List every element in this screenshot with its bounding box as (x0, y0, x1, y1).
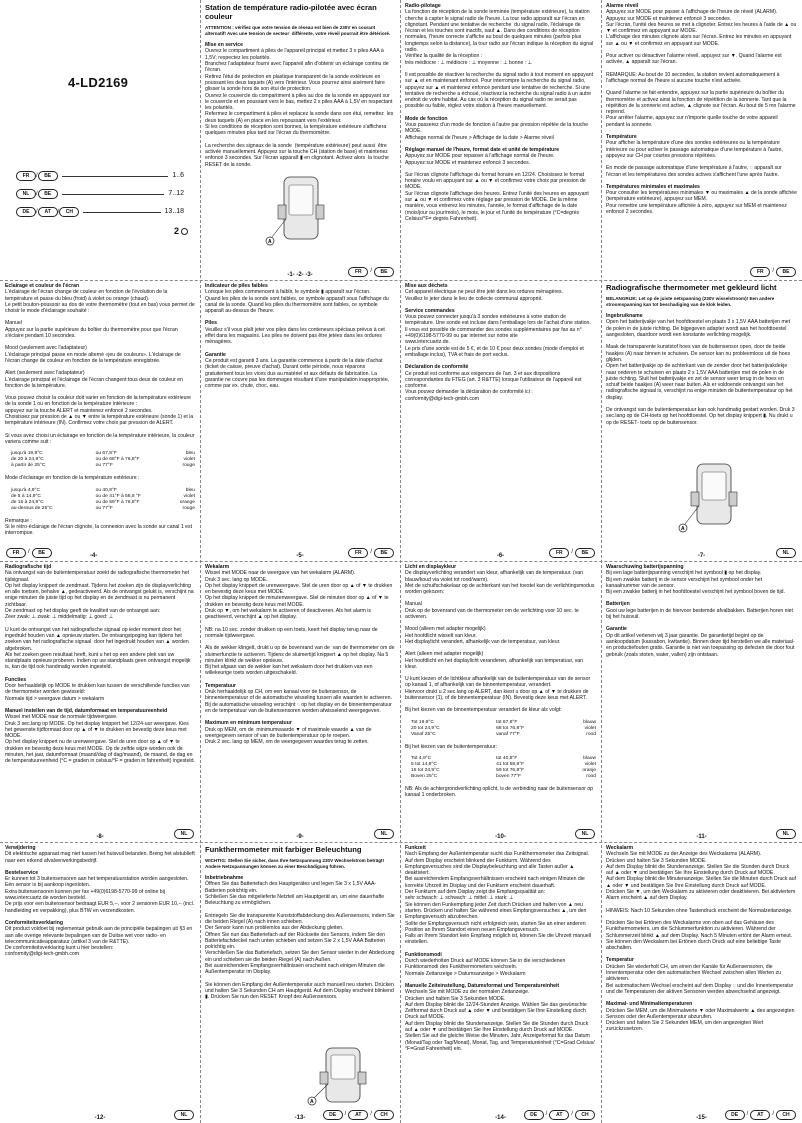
table-cell: de 20 à 24,9°C (11, 457, 44, 463)
lang-badges: FR / BE (348, 267, 394, 277)
table-cell: rood (586, 731, 596, 737)
body-paragraph: Pour consulter les températures minimales ▼ ou maximales ▲ de la sonde affichée (température extérieure), appuyez sur MEM. Pour remettre une température affichée à zéro, appuyez sur MEM et maintenez enfoncé 2 secondes. (606, 190, 797, 216)
page-number: -1- -2- -3- (287, 271, 313, 278)
section-heading: Température (606, 134, 637, 141)
note-text: NB: Als de achtergrondverlichting oplicht, is de verbinding naar de buitensensor op kanaal 1 onderbroken. (405, 785, 595, 799)
lang-badge: NL (575, 829, 595, 839)
section-heading: Funkzeit (405, 845, 426, 851)
table-cell: au-dessus de 25°C (11, 505, 53, 511)
lang-badge: DE (524, 1110, 544, 1120)
page-number: -15- (696, 1114, 707, 1121)
page-14 (400, 842, 601, 1123)
lang-badge: NL (174, 1110, 194, 1120)
table-cell: de 5 à 14,9°C (11, 493, 41, 499)
body-paragraph: Veuillez s'il vous plaît jeter vos piles dans les conteneurs spéciaux prévus à cet effet dans les magasins. Les piles ne doivent pas être jetées dans les ordures ménagères. (205, 326, 387, 346)
section-heading: Inbetriebnahme (205, 875, 244, 882)
lang-badge: DE (323, 1110, 343, 1120)
page-number: -6- (496, 552, 505, 559)
cover-page (0, 0, 200, 280)
section-heading: Funktionsmodi (405, 951, 442, 958)
lang-badge: AT (38, 207, 58, 217)
page-10 (400, 561, 601, 842)
lang-badge: NL (776, 548, 796, 558)
table-cell: oranje (582, 767, 596, 773)
table-cell: ou 77°F (95, 463, 113, 469)
table-cell: 68 tot 76,8°F (496, 725, 525, 731)
body-paragraph: Appuyez sur MODE pour repasser à l'affichage normal de l'heure. Appuyez sur MODE et maintenez enfoncé 3 secondes. (405, 153, 555, 166)
body-paragraph: Drücken Sie MEM, um die Minimalwerte ▼ oder Maximalwerte ▲ des angezeigten Sensors oder der Außentemperatur abzurufen. Drücken und halten Sie 2 Sekunden MEM, um den angezeigten Wert zurückzusetzen. (606, 1007, 795, 1033)
page-number: -11- (696, 833, 707, 840)
table-cell: blauw (583, 755, 596, 761)
page-title: Funkthermometer mit farbiger Beleuchtung (205, 845, 362, 854)
page-number: -13- (294, 1114, 306, 1121)
body-paragraph: Wissel met MODE naar de normale tijdweergave. Druk 3 sec.lang op MODE. Op het display knippert het 12/24-uur weergave. Kies het gewenste tijdformaat door op ▲ of ▼ te drukken en bevestig deze keus met MODE. Op het display knippert nu de urenweergave. Stel de uren door op ▲ of ▼ te drukken en bevestig deze keus met MODE. Op de zelfde wijze worden ook de minuten, het jaar, datumformaat (maand/dag of dag/maand), de maand, de dag en de temperatuureenheid (°C = graden in celsius/°F = graden in fahrenheit) ingesteld. (5, 714, 195, 765)
lang-badges: DE / AT / CH (725, 1110, 796, 1120)
note-text: Remarque : Si le rétro-éclairage de l'écran clignote, la connexion avec la sonde sur canal 1 est interrompue. (5, 517, 193, 537)
table-cell: 20 tot 24,9°C (411, 725, 440, 731)
table-cell: rouge (182, 505, 195, 511)
lang-badges (174, 1110, 194, 1120)
page-number: -14- (495, 1114, 506, 1121)
lang-badge: CH (575, 1110, 595, 1120)
body-paragraph: Open het batterijvakje van het hoofdtoestel en plaats 3 x 1,5V AAA batterijen met de polen in de juiste richting. De bijgegeven adapter wordt aan het hoofdtoestel aangesloten, daardoor wordt een konstante verlichting mogelijk. (606, 319, 792, 339)
page-number: -12- (94, 1114, 106, 1121)
page-number: -4- (90, 552, 98, 559)
body-paragraph: HINWEIS: Nach 10 Sekunden ohne Tastendruck erscheint die Normalzeitanzeige. (606, 907, 793, 914)
table-cell: orange (179, 499, 195, 505)
table-cell: 59 tot 76,8°F (496, 767, 525, 773)
section-heading: Licht en displaykleur (405, 564, 457, 570)
body-paragraph: Vous pouvez choisir la couleur doit varier en fonction de la température extérieure de la sonde 1 ou en fonction de la température intérieure : appuyez sur la touche ALERT et maintenez enfoncé 2 secondes. Choisissez par pression de ▲ ou ▼ entre la température extérieure (sonde 1) et la température intérieure (IN). Confirmez votre choix par pression de ALERT. (5, 395, 194, 427)
lang-badge: BE (38, 171, 58, 181)
body-paragraph: Pour afficher la température d'une des sondes extérieures ou la température intérieure ou pour activer le passage automatique d'une température à l'autre, appuyez sur CH par courtes pressions répétées. (606, 140, 785, 159)
body-paragraph: Alert (alleen met adapter mogelijk) Het hoofdlicht en het displaylicht veranderen, afhankelijk van temperatuur, van kleur. (405, 651, 584, 670)
body-paragraph: Il est possible de réactiver la recherche du signal radio à tout moment en appuyant sur ▲ et en maintenant enfoncé. Pour interrompre la recherche du signal radio, appuyez sur ▲ et maintenez enfoncé pendant une tentative de recherche. Si une tentative de recherche a échoué, réactivez la recherche du signal radio à un autre endroit de votre habitat. Au cas où la réception du signal radio ne serait pas possible ou faible, réglez votre station à l'heure manuellement. (405, 71, 595, 110)
body-paragraph: Appuyez sur MODE pour passer à l'affichage de l'heure de réveil (ALARM). Appuyez sur MODE et maintenez enfoncé 3 secondes. Sur l'écran, l'unité des heures se met à clignoter. Entrez les heures à l'aide de ▲ ou ▼ et confirmez en appuyant sur MODE. L'affichage des minutes clignote alors sur l'écran. Entrez les minutes en appuyant sur ▲ ou ▼ et confirmez en appuyant sur MODE. (606, 9, 797, 47)
section-heading: Conformiteitsverklaring (5, 919, 63, 926)
lang-pages: 13..18 (164, 207, 184, 215)
lang-badges: FR / BE (6, 548, 52, 558)
lang-badges (776, 829, 796, 839)
lang-badge: NL (776, 829, 796, 839)
section-heading: Maximal- und Minimaltemperaturen (606, 1001, 693, 1008)
lang-badge: NL (374, 829, 394, 839)
body-paragraph: Pour activer ou désactiver l'alarme réveil, appuyez sur ▼. Quand l'alarme est activée, ▲ apparaît sur l'écran. (606, 53, 784, 66)
section-heading: Températures minimales et maximales (606, 183, 700, 190)
lang-badge: BE (776, 267, 796, 277)
table-cell: Tot 4,9°C (411, 755, 432, 761)
table-cell: 41 tot 58,8°F (496, 761, 525, 767)
lang-pages: 7..12 (168, 189, 184, 197)
body-paragraph: De displayverlichting verandert van kleur, afhankelijk van de temperatuur. (van blauw/koud via violet tot rood/warm). Met de schuifschakelaar op de achterkant van het toestel kan de verlichtingsmodus worden gekozen: (405, 570, 595, 596)
lang-badge: BE (575, 548, 595, 558)
page-number: -10- (495, 833, 506, 840)
section-heading: Indicateur de piles faibles (205, 283, 268, 289)
body-paragraph: Wechseln Sie mit MODE zu der normalen Zeitanzeige. Drücken und halten Sie 3 Sekunden MODE. Auf dem Display blinkt die 12/24-Stunden Anzeige. Wählen Sie das gewünschte Zeitformat durch Druck auf ▲ oder ▼ und bestätigen Sie Ihre Einstellung durch Druck auf MODE. Auf dem Display blinkt die Stundenanzeige. Stellen Sie die Stunden durch Druck auf ▲ oder ▼ und bestätigen Sie Ihre Einstellung durch Druck auf MODE. Stellen Sie auf die gleiche Weise die Minuten, Jahr, Anzeigeformat für das Datum (Monat/Tag oder Tag/Monat), Monat, Tag, und Temperatureinheit (°C=Grad Celsius/°F=Grad Fahrenheit) ein. (405, 989, 595, 1052)
table-cell: Tot 19,9°C (411, 719, 434, 725)
section-heading: Temperatur (606, 957, 634, 964)
body-paragraph: La fonction de réception de la sonde terminée (température extérieure), la station cherche à capter le signal radio de l'heure. La tour radio apparaît sur l'écran en clignotant. Pendant une tentative de recherche du signal radio, l'éclairage de l'écran et les touches sont inactifs, sauf ▲. Dans des conditions de réception normales, l'heure correcte s'affiche au bout de quelques minutes (parfois plus longtemps selon la distance), la tour radio sur l'écran indique la réception du signal radio. Vérifiez la qualité de la réception : très médiocre : ⊥ médiocre : ⊥ moyenne : ⊥ bonne : ⊥ (405, 9, 594, 66)
table-cell: ou de 59°F à 76,8°F (95, 499, 140, 505)
section-heading: Mode de fonction (405, 115, 448, 122)
lang-badge: DE (725, 1110, 745, 1120)
body-paragraph: Mood (alleen met adapter mogelijk) Het hoofdlicht wisselt van kleur. Het displaylicht verandert, afhankelijk van de temperatuur, van kleur. (405, 626, 561, 645)
table-cell: 15 tot 24,9°C (411, 767, 440, 773)
section-heading: Alarme réveil (606, 3, 639, 9)
section-heading: Bestelservice (5, 869, 39, 876)
section-heading: Weckalarm (606, 845, 634, 851)
body-paragraph: Er kunnen tot 3 buitensensoren aan het temperatuurstation worden aangesloten. Eén sensor is bij aankoop ingesloten. Extra buitensensoren kunnen per fax +49(0)6198-5770-99 of online bij www.intercuartz.de worden besteld. De prijs voor een buitensensor bedraagt EUR 5,--, voor 2 sensoren EUR 10,-- (incl. handleiding en verpakking), plus BTW en verzendkosten. (5, 876, 195, 914)
color-table-indoor (411, 720, 596, 738)
table-cell: ou 77°F (95, 505, 113, 511)
lang-badge: CH (59, 207, 79, 217)
sensor-illustration (258, 175, 344, 259)
page-8 (0, 561, 200, 842)
table-cell: Boven 25°C (411, 773, 438, 779)
body-paragraph: Druk herhaaldelijk op CH, om een kanaal voor de buitensensor, de binnentemperatuur of de automatische wisseling tussen alle waarden te activeren. Bij de automatische wisseling verschijnt ◌ op het display en de binnentemperatuur en de temperatuur van de buitensensoren worden afwisselend weergegeven. (205, 689, 392, 714)
table-cell: violet (183, 493, 195, 499)
body-paragraph: Ce produit est conforme aux exigences de l'art. 3 et aux dispositions correspondantes du FTEG (art. 3 R&TTE) lorsque l'utilisateur de l'appareil est conforme. Vous pouvez demander la déclaration de conformité ici : conformity@digi-tech-gmbh.com (405, 370, 582, 402)
warning-text: WICHTIG: Stellen Sie sicher, dass Ihre Netzspannung 230V Wechselstrom beträgt! Andere Netzspannungen können zu einer Beschädigung führen. (205, 858, 386, 869)
warning-text: ATTENTION : vérifiez que votre tension de réseau est bien de 230V en courant alternatif! Avec une tension de secteur différente, votre réveil pourrait être détérioré. (205, 25, 391, 36)
table-cell: à partir de 25°C (11, 463, 46, 469)
body-paragraph: Lorsque les piles commencent à faiblir, le symbole ▮ apparaît sur l'écran. Quand les piles de la sonde sont faibles, ce symbole apparaît sous l'affichage du canal de la sonde. Quand les piles du thermomètre sont faibles, ce symbole apparaît au-dessus de l'heure. (205, 289, 389, 315)
color-table-outdoor (411, 756, 596, 780)
page-6 (400, 280, 601, 561)
section-heading: Verwijdering (5, 845, 36, 851)
lang-badges (575, 829, 595, 839)
lang-badge: AT (348, 1110, 368, 1120)
body-paragraph: Bij een lage batterijspanning verschijnt het symbool ▮ op het display. Bij een zwakke batterij in de sensor verschijnt het symbool onder het kanaalnummer van de sensor. Bij een zwakke batterij in het hoofdtoestel verschijnt het symbool boven de tijd. (606, 570, 785, 596)
lang-badge: CH (374, 1110, 394, 1120)
body-paragraph: Door herhaaldelijk op MODE te drukken kan tussen de verschillende functies van de thermometer worden gewisseld: Normale tijd > weergave datum > wekalarm (5, 683, 190, 702)
body-paragraph: Sur l'écran clignote l'affichage du format horaire en 12/24. Choisissez le format horaire voulu en appuyant sur ▲ ou ▼ et confirmez votre choix par pression de MODE. Sur l'écran clignote l'affichage des heures. Entrez l'unité des heures en appuyant sur ▲ ou ▼ et confirmez votre réglage par pression de MODE. De la même manière, vous entrerez les minutes, l'année, le format d'affichage de la date (mois/jour ou jour/mois), le mois, le jour et l'unité de température (°C=degrés Celsius/°F= degrés Fahrenheit). (405, 171, 589, 222)
fig-label: A (310, 1099, 314, 1105)
table-cell: ou de 68°F à 76,8°F (95, 457, 140, 463)
body-paragraph: Wissel met MODE naar de weergave van het wekalarm (ALARM). Druk 3 sec. lang op MODE. Op het display knippert de urenweergave. Stel de uren door op ▲ of ▼ te drukken en bevestig deze keus met MODE. Op het display knippert de minutenweergave. Stel de minuten door op ▲ of ▼ te drukken en bevestig deze keus met MODE. Druk op ▼, om het wekalarm te activeren of deactiveren. Als het alarm is geactiveerd, verschijnt ▲ op het display. (205, 570, 393, 621)
page-15 (601, 842, 802, 1123)
lang-badges (174, 829, 194, 839)
model-number: 4-LD2169 (68, 75, 129, 90)
body-paragraph: Durch wiederholten Druck auf MODE können Sie in die verschiedenen Funktionsmodi des Funkthermometers wechseln. Normale Zeitanzeige > Datumsanzeige > Weckalarm (405, 958, 566, 977)
lang-badge: FR (750, 267, 770, 277)
section-heading: Radio-pilotage (405, 3, 441, 9)
lang-badge: AT (750, 1110, 770, 1120)
page-9 (200, 561, 400, 842)
body-paragraph: En mode de passage automatique d'une température à l'autre, ◌ apparaît sur l'écran et les températures des sondes actives s'affichent l'une après l'autre. (606, 165, 784, 178)
body-paragraph: Vous pouvez connecter jusqu'à 3 sondes extérieures à votre station de température. Une sonde est incluse dans l'emballage lors de l'achat d'une station. Il vous est possible de commander des sondes supplémentaires par fax au n° +49(0)6198-5770-99 ou par internet sur notre site www.intercuartz.de. Le prix d'une sonde est de 5 €, et de 10 € pour deux sondes (mode d'emploi et emballage inclus), TVA et frais de port exclus. (405, 314, 591, 358)
body-paragraph: Cet appareil électrique ne peut être jeté dans les ordures ménagères. Veuillez le jeter dans le lieu de collecte communal approprié. (405, 289, 564, 302)
body-paragraph: Vous passerez d'un mode de fonction à l'autre par pression répétée de la touche MODE. Affichage normal de l'heure > Affichage de la date > Alarme réveil (405, 122, 589, 141)
lang-badges: DE / AT / CH (524, 1110, 595, 1120)
lang-badge: FR (348, 267, 368, 277)
body-paragraph: NB: na 10 sec. zonder drukken op een toets, keert het display terug naar de normale tijdweergave. (205, 626, 380, 639)
body-paragraph: Quand l'alarme se fait entendre, appuyez sur la partie supérieure du boîtier du thermomètre et activez ainsi la fonction de répétition de la sonnerie. Tant que la répétition de la sonnerie est active, ▲ clignote sur l'écran. Au bout de 5 mn l'alarme reprend. Pour arrêter l'alarme, appuyez sur n'importe quelle touche de votre appareil pendant la sonnerie. (606, 90, 796, 128)
section-heading: Manuelle Zeiteinstellung, Datumsformat und Temperatureinheit (405, 982, 560, 989)
lang-badges: FR / BE (348, 548, 394, 558)
lang-badges (374, 829, 394, 839)
body-paragraph: Alert (seulement avec l'adaptateur) L'éclairage principal et l'éclairage de l'écran changent tous deux de couleur en fonction de la température. (5, 370, 183, 389)
section-heading: Déclaration de conformité (405, 364, 469, 371)
lang-badge: BE (374, 267, 394, 277)
page-number: -7- (697, 552, 706, 559)
fig-label: A (681, 526, 685, 532)
body-paragraph: Drücken Sie wiederholt CH, um einen der Kanäle für Außensensoren, die Innentemperatur oder den automatischen Wechsel zwischen allen Werten zu aktivieren. Bei automatischem Wechsel erscheint auf dem Display ◌ und die Innentemperatur und die Temperaturen der aktiven Sensoren werden abwechselnd angezeigt. (606, 963, 794, 995)
table-cell: tot 40,8°F (496, 755, 518, 761)
page-title: Radiografische thermometer met gekleurd licht (606, 283, 777, 292)
table-intro: Bij het kiezen van de buitentemperatuur: (405, 743, 498, 750)
body-paragraph: U kunt kiezen of de lichtkleur afhankelijk van de buitentemperatuur van de sensor op kanaal 1, of afhankelijk van de binnentemperatuur, verandert. Hiervoor drukt u 2 sec.lang op ALERT, dan kiest u door op ▲ of ▼ te drukken de buitensensor (1), of de binnentemperatuur (IN). Bevestig deze keus met ALERT. (405, 676, 591, 702)
section-heading: Eclairage et couleur de l'écran (5, 283, 80, 289)
table-cell: jusqu'à 19,9°C (11, 451, 43, 457)
body-paragraph: De ontvangst van de buitentemperatuur kan ook handmatig gestart worden. Druk 3 sec.lang op de CH-toets op het hoofdtoestel. Op het display knippert ▮. Nu drukt u op de RESET- toets op de buitensensor. (606, 407, 797, 426)
table-cell: tot 67,8°F (496, 719, 518, 725)
table-cell: violet (584, 725, 596, 731)
lang-badge: FR (16, 171, 36, 181)
page-13 (200, 842, 400, 1123)
lang-badges (776, 548, 796, 558)
table-cell: bleu (185, 487, 195, 493)
page-5 (200, 280, 400, 561)
page-2 (400, 0, 601, 280)
table-cell: ou de 41°F à 58,8 °F (95, 493, 141, 499)
table-cell: rouge (182, 463, 195, 469)
lang-badge: NL (174, 829, 194, 839)
lang-badge: BE (38, 189, 58, 199)
table-cell: vanaf 77°F (496, 731, 520, 737)
page-7 (601, 280, 802, 561)
lang-badge: BE (32, 548, 52, 558)
body-paragraph: Wechseln Sie mit MODE zu der Anzeige des Weckalarms (ALARM). Drücken und halten Sie 3 Sekunden MODE. Auf dem Display blinkt die Stundenanzeige. Stellen Sie die Stunden durch Druck auf ▲ oder ▼ und bestätigen Sie Ihre Einstellung durch Druck auf MODE. Auf dem Display blinkt die Minutenanzeige. Stellen Sie die Minuten durch Druck auf ▲ oder ▼ und bestätigen Sie Ihre Einstellung durch Druck auf MODE. Drücken Sie ▼, um den Weckalarm zu aktivieren oder deaktivieren. Bei aktiviertem Alarm erscheint ▲ auf dem Display. (606, 851, 797, 902)
body-paragraph: Si vous avez choisi un éclairage en fonction de la température intérieure, la couleur variera comme suit : (5, 432, 196, 445)
table-cell: ou 40,8°F (95, 487, 117, 493)
sensor-illustration (300, 1046, 386, 1108)
page-12 (0, 842, 200, 1123)
page-title: Station de température radio-pilotée avec écran couleur (205, 3, 377, 21)
table-cell: 5 tot 14,9°C (411, 761, 437, 767)
body-paragraph: Drücken Sie bei Ertönen des Weckalarms von oben auf das Gehäuse des Funkthermometers, um die Schlummerfunktion zu aktivieren. Während der Schlummerzeit blinkt ▲ auf dem Display. Nach 5 Minuten ertönt der Alarm erneut. Sie können den Weckalarm bei Ertönen durch Druck auf eine beliebige Taste abschalten. (606, 919, 793, 952)
section-heading: Wekalarm (205, 564, 230, 570)
body-paragraph: Als de wekker klingelt, drukt u op de bovenrand van de van de thermometer om de sluimerfunctie te activeren. Tijdens de sluimertijd knippert ▲ op het display. Na 5 minuten klinkt de wekker opnieuw. Bij het afgaan van de wekker kan het wekalarm door het drukken van een willekeurige toets worden uitgeschakeld. (205, 645, 395, 677)
lang-badge: FR (348, 548, 368, 558)
table-cell: blauw (583, 719, 596, 725)
body-paragraph: Gooi uw lege batterijen in de hiervoor bestemde afvalbakken. Batterijen horen niet bij het huisvuil. (606, 607, 795, 621)
lang-badge: NL (16, 189, 36, 199)
table-cell: de 15 à 24,9°C (11, 499, 44, 505)
page-3 (601, 0, 802, 280)
lang-badge: FR (6, 548, 26, 558)
section-heading: Maximum en minimum temperatuur (205, 720, 292, 727)
body-paragraph: Ouvrez le compartiment à piles de l'appareil principal et mettez 3 x piles AAA à 1,5V; respectez les polarités. Branchez l'adaptateur fourni avec l'appareil afin d'obtenir un éclairage continu de l'écran. Retirez l'étui de protection en plastique transparent de la sonde extérieure en poussant les deux taquets (A) vers l'intérieur. Vous pourrez ainsi aisément faire glisser la sonde hors de son étui de protection. Ouvrez le couvercle du compartiment à piles au dos de la sonde en appuyant sur le couvercle et en poussant vers le bas, mettez 2 x piles AAA à 1,5V en respectant les polarités. Refermez le compartiment à piles et replacez la sonde dans son étui, remettez les deux taquets (A) en place en les repoussant vers l'extérieur. Si les conditions de réception sont bonnes, la température extérieure s'affichera quelques minutes plus tard sur l'écran du thermomètre. (205, 48, 394, 137)
lang-row-de: DE / AT / CH 13..18 (16, 207, 184, 217)
body-paragraph: REMARQUE: Au bout de 10 secondes, la station revient automatiquement à l'affichage normal de l'heure si aucune touche n'est activée. (606, 71, 781, 84)
section-heading: Garantie (606, 626, 627, 633)
body-paragraph: Na ontvangst van de buitentemperatuur zoekt de radiografische thermometer het tijdsignaal. Op het display knippert de zendmast. Tijdens het zoeken zijn de displayverlichting en alle toetsen, behalve ▲, gedeactiveerd. Als de ontvangst gelukt is, verschijnt na enige minuten de juiste tijd op het display en de zendmast is nu permanent zichtbaar. De zendmast op het display geeft de kwaliteit van de ontvangst aan: Zeer zwak: ⊥ zwak: ⊥ middelmatig: ⊥ goed: ⊥ (5, 570, 194, 621)
lang-badge: AT (549, 1110, 569, 1120)
page-4 (0, 280, 200, 561)
section-heading: Ingebruikname (606, 313, 643, 320)
page-number: -5- (296, 552, 304, 559)
section-heading: Manuel instellen van de tijd, datumformaat en temperatuureenheid (5, 707, 168, 714)
table-cell: rood (586, 773, 596, 779)
lang-row-nl: NL / BE 7..12 (16, 189, 184, 199)
section-heading: Réglage manuel de l'heure, format date et unité de température (405, 146, 560, 153)
section-heading: Functies (5, 676, 27, 683)
body-paragraph: Druk op MEM, om de minimumwaarde ▼ of maximale waarde ▲ van de weergegeven sensor of van de buitentemperatuur op te roepen. Druk 2 sec. lang op MEM, om de weergegeven waardes terug te zetten. (205, 726, 372, 746)
page-number: -8- (96, 833, 104, 840)
lang-pages: 1..6 (172, 171, 184, 179)
section-heading: Garantie (205, 351, 226, 358)
lang-badges: FR / BE (549, 548, 595, 558)
section-heading: Service commandes (405, 307, 455, 314)
table-cell: jusqu'à 4,9°C (11, 487, 40, 493)
lang-badge: CH (776, 1110, 796, 1120)
page-11 (601, 561, 802, 842)
section-heading: Temperatuur (205, 682, 237, 689)
table-intro: Mode d'éclairage en fonction de la température extérieure : (5, 475, 140, 482)
body-paragraph: L'éclairage de l'écran change de couleur en fonction de l'évolution de la température et passe du bleu (froid) à violet ou orange (chaud). Le petit bouton-poussoir au dos de votre thermomètre (tout en bas) vous permet de choisir le mode d'éclairage souhaité : (5, 289, 195, 315)
section-heading: Radiografische tijd (5, 564, 52, 570)
body-paragraph: Öffnen Sie das Batteriefach des Hauptgerätes und legen Sie 3 x 1,5V AAA-Batterien polrichtig ein. Schließen Sie das mitgelieferte Netzteil am Hauptgerät an, um eine dauerhafte Beleuchtung zu ermöglichen. (205, 881, 385, 907)
body-paragraph: Dit elektrische apparaat mag niet tussen het huisvuil belanden. Breng het alstublieft naar een erkend afvalverwerkingsbedrijf. (5, 851, 197, 864)
body-paragraph: Dit product voldoet bij reglementair gebruik aan de principiële bepalingen uit §3 en aan alle overige relevante bepalingen van de Duitse wet voor radio- en telecommunicatieapparatuur (artikel 3 van de R&TTE). De conformiteitsverklaring kunt u hier bestellen: conformity@digi-tech-gmbh.com (5, 926, 193, 958)
color-table-indoor (11, 451, 195, 469)
table-cell: boven 77°F (496, 773, 522, 779)
section-heading: Waarschuwing batterijspanning (606, 564, 684, 570)
warning-text: BELANGRIJK: Let op de juiste netspanning (230V wisselstroom)! Een andere stroomspanning kan tot beschadiging van de klok leiden. (606, 296, 776, 307)
table-cell: violet (183, 457, 195, 463)
lang-badges: FR / BE (750, 267, 796, 277)
table-cell: ou 67,8°F (95, 451, 117, 457)
section-heading: Piles (205, 320, 218, 327)
body-paragraph: Manuel Appuyez sur la partie supérieure du boîtier du thermomètre pour que l'écran s'éclaire pendant 10 secondes. (5, 320, 178, 340)
table-cell: violet (584, 761, 596, 767)
body-paragraph: Sie können den Empfang der Außentemperatur auch manuell neu starten. Drücken und halten Sie 3 Sekunden CH am Hauptgerät. Auf dem Display erscheint blinkend ▮. Drücken Sie nun den RESET Knopf des Außensensors. (205, 981, 396, 1001)
body-paragraph: Bij het kiezen van de binnentemperatuur verandert de kleur als volgt: (405, 707, 562, 714)
body-paragraph: La recherche des signaux de la sonde (température extérieure) peut aussi être activée manuellement. Appuyez sur la touche CH (station de base) et maintenez enfoncé 3 secondes. Sur l'écran apparaît ▮ en clignotant. Activez alors la touche RESET de la sonde. (205, 142, 391, 168)
body-paragraph: Maak de transparente kunststof hoes van de buitensensor open, door de beide haakjes (A) naar binnen te schuiven. De sensor kan nu probleemloos uit de hoes glijden. Open het batterijvakje op de achterkant van de zender door het batterijvakdekje naar onderen te schuiven en plaats 2 x 1,5V AAA batterijen met de polen in de juiste richting. Sluit het batterijvakje en zet de sensor weer terug in de hoes en schuif beide haakjes (A) weer naar buiten. Als er voldoende ontvangst van het radiografische signaal is, verschijnt na enige minuten de buitentemperatuur op het display. (606, 344, 793, 401)
page-1 (200, 0, 400, 280)
section-heading: Mise aux déchets (405, 283, 448, 289)
body-paragraph: Manual Druk op de bovenrand van de thermometer om de verlichting voor 10 sec. te activeren. (405, 601, 579, 621)
section-heading: Mise en service (205, 42, 244, 49)
lang-badge: FR (549, 548, 569, 558)
body-paragraph: Nach Empfang der Außentemperatur sucht das Funkthermometer das Zeitsignal. Auf dem Display erscheint blinkend der Funkturm. Während des Empfangsversuches sind die Displaybeleuchtung und alle Tasten außer ▲ deaktiviert. Bei ausreichendem Empfangsverhältnissen erscheint nach einigen Minuten die korrekte Uhrzeit im Display und der Funkturm erscheint dauerhaft. Der Funkturm auf dem Display zeigt die Empfangsqualität an: sehr schwach: ⊥ schwach: ⊥ mittel: ⊥ stark: ⊥ Sie können den Funkempfang jeder Zeit durch Drücken und halten von ▲ neu starten. Drücken und halten Sie während eines Empfangsversuches ▲, um den Empfangsversuch abzubrechen. Sollte der Empfangsversuch nicht erfolgreich sein, starten Sie an einer anderen Position an Ihrem Standort einen neuen Empfangsversuch. Falls an Ihrem Standort kein Empfang möglich ist, können Sie die Uhrzeit manuell einstellen. (405, 851, 592, 946)
page-number: -9- (296, 833, 304, 840)
color-table-outdoor (11, 488, 195, 512)
body-paragraph: U kunt de ontvangst van het radiografische signaal op ieder moment door het ingedrukt houden van ▲ opnieuw starten. De ontvangstpoging kan tijdens het zoeken van het radiografische signaal door het ingedrukt houden van ▲ worden afgebroken. Als het zoeken geen resultaat heeft, kunt u het op een andere plek van uw standplaats opnieuw proberen. Indien op uw standplaats geen ontvangst mogelijk is, kan de tijd ook handmatig worden ingesteld. (5, 626, 191, 671)
lang-badge: DE (16, 207, 36, 217)
table-cell: Vanaf 25°C (411, 731, 436, 737)
body-paragraph: Ce produit est garanti 3 ans. La garantie commence à partir de la date d'achat (ticket de caisse, preuve d'achat). Durant cette période, nous réparons gratuitement tous les vices dus au matériel et aux défauts de fabrication. La garantie ne couvre pas les dommages résultant d'une manipulation inappropriée, comme par ex. chute, choc, eau. (205, 357, 391, 390)
circle-icon (181, 228, 188, 235)
sensor-illustration (671, 462, 757, 542)
lang-badge: BE (374, 548, 394, 558)
lang-row-fr: FR / BE 1..6 (16, 171, 184, 181)
body-paragraph: Mood (seulement avec l'adaptateur) L'éclairage principal passe en mode alterné «jeu de couleurs». L'éclairage de l'écran change de couleur en fonction de la température enregistrée. (5, 345, 181, 364)
table-cell: bleu (185, 451, 195, 457)
lang-badges: DE / AT / CH (323, 1110, 394, 1120)
section-heading: Batterijen (606, 601, 630, 608)
body-paragraph: Entriegeln Sie die transparente Kunststoffabdeckung des Außensensors, indem Sie die beiden Riegel (A) nach innen schieben. Der Sensor kann nun problemlos aus der Abdeckung gleiten. Öffnen Sie nun das Batteriefach auf der Rückseite des Sensors, indem Sie den Batteriefachdeckel nach unten schieben und setzen Sie 2 x 1,5V AAA Batterien polrichtig ein. Verschließen Sie das Batteriefach, setzen Sie den Sensor wieder in der Abdeckung ein und schieben sie die beiden Riegel (A) nach Außen. Bei ausreichendem Empfangsverhältnissen erscheint nach einigen Minuten die Außentemperatur im Display. (205, 912, 395, 976)
fig-label: A (268, 239, 272, 245)
body-paragraph: Op dit artikel verlenen wij 3 jaar garantie. De garantietijd begint op de aankoopdatum (kassabon, kwitantie). Binnen deze tijd herstellen we alle materiaal- en productiefouten gratis. Garantie is niet van toepassing op defecten die door fout gebruik (zoals stoten, water, vallen) zijn ontstaan. (606, 632, 797, 658)
cover-marker: 2 (174, 228, 188, 235)
